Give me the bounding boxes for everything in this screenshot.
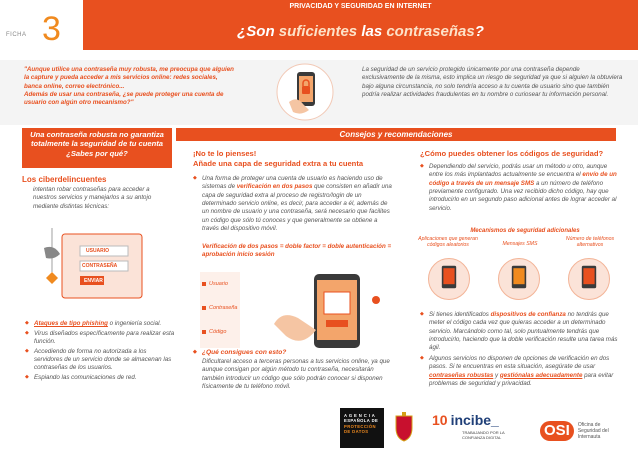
ficha-number: 3 xyxy=(42,10,61,48)
list-item-text: Accediendo de forma no autorizada a los servidores de un servicio donde se almacenan las contraseñas de los usuarios. xyxy=(34,348,172,372)
left-box-title: Una contraseña robusta no garantiza totalmente la seguridad de tu cuenta ¿Sabes por qué? xyxy=(30,130,164,158)
list-item-text: y xyxy=(493,371,500,379)
list-item xyxy=(420,355,620,388)
list-item xyxy=(25,330,175,346)
que-consigues-heading: ◆ ¿Qué consigues con esto? xyxy=(193,349,286,357)
osi-mark: OSI xyxy=(540,421,574,442)
contrasenas-robustas-link[interactable]: contraseñas robustas xyxy=(429,371,494,379)
osi-logo xyxy=(540,408,634,448)
right-heading: ¿Cómo puedes obtener los códigos de seguridad? xyxy=(420,149,604,158)
ficha-label: FICHA xyxy=(6,32,27,38)
illus-pass-label: CONTRASEÑA xyxy=(82,263,118,269)
step-label-codigo: Código xyxy=(209,329,227,335)
list-item xyxy=(420,311,620,353)
incibe-text: incibe_ xyxy=(450,412,499,428)
list-item-text: Dependiendo del servicio, podrás usar un método u otro, aunque entre los más implantados actualmente se encuentra el xyxy=(429,163,608,179)
mech-label-phones: Número de teléfonos alternativos xyxy=(565,236,615,249)
middle-heading: ¡No te lo pienses! Añade una capa de seguridad extra a tu cuenta xyxy=(193,149,364,168)
que-consigues-text: Dificultarel acceso a terceras personas a tus servicios online, ya que aunque consigan por algún método tu contraseña, necesitarán también introducir un código que sólo podrán conocer si disponen físicamente de tu teléfono móvil. xyxy=(202,358,390,391)
list-item-text: que consisten en añadir una capa de seguridad extra al proceso de registro/login de un determinado servicio online, es decir, para acceder a él, además de un nombre de usuario y una contraseña, será necesario que facilites un código que sólo tú conoces y que generalmente se obtiene a través del dispositivo móvil. xyxy=(202,183,392,233)
agencia-logo xyxy=(340,408,384,448)
list-item xyxy=(420,163,620,213)
middle-list xyxy=(193,175,393,234)
list-item-text: Si tienes identificados xyxy=(429,311,491,318)
title-part: suficientes xyxy=(278,23,358,40)
two-step-formula: Verificación de dos pasos = doble factor = doble autenticación = aprobación inicio sesión xyxy=(202,243,392,259)
intro-text: La seguridad de un servicio protegido únicamente por una contraseña depende exclusivamente de la misma, esto implica un riesgo de seguridad ya que si alguien la obtuviera bajo alguna circunstancia, no solo tendría acceso a tu cuenta de usuario sino que también podría realizar actividades fraudulentas en tu nombre o curiosear tu información personal. xyxy=(362,66,623,99)
agencia-line: PROTECCIÓN xyxy=(344,423,376,429)
list-item-text: Espiando las comunicaciones de red. xyxy=(34,374,137,382)
list-item-text: no tendrás que meter el código cada vez que quieras acceder a un determinado servicio. Marcándolo como tal, solo puntualmente tendrás que introducirlo, haciendo que la doble verificación resulte una tarea más ágil. xyxy=(429,311,618,352)
list-item xyxy=(25,348,175,372)
right-list xyxy=(420,163,620,213)
page-title xyxy=(83,17,638,47)
sms-phone-icon xyxy=(511,264,527,290)
step-label-usuario: Usuario xyxy=(209,281,228,287)
agencia-line: A G E N C I A xyxy=(344,413,376,418)
highlight-text: verificación en dos pasos xyxy=(236,183,313,191)
right-list-2 xyxy=(420,311,620,390)
title-part: ¿Son xyxy=(237,23,279,40)
gestionalas-link[interactable]: gestiónalas adecuadamente xyxy=(499,371,583,379)
phishing-link[interactable]: Ataques de tipo phishing xyxy=(34,320,108,327)
title-part: ? xyxy=(474,23,484,40)
consejos-title: Consejos y recomendaciones xyxy=(339,130,453,139)
alt-phone-icon xyxy=(581,264,597,290)
phone-icon xyxy=(441,264,457,290)
intro-quote: "Aunque utilice una contraseña muy robusta, me preocupa que alguien la capture y pueda acceder a mis servicios online: redes sociales, banca online, correo electrónico... Además de usar una contraseña, ¿se puede proteger una cuenta de usuario con algún otro mecanismo?" xyxy=(24,66,234,107)
lock-phone-icon xyxy=(275,62,335,122)
incibe-logo xyxy=(432,408,532,448)
coat-of-arms-icon xyxy=(393,412,415,442)
list-item xyxy=(25,320,175,328)
mechanisms-title: Mecanismos de seguridad adicionales xyxy=(470,228,580,234)
title-part: contraseñas xyxy=(386,23,475,40)
list-item-text: o ingeniería social. xyxy=(107,320,162,327)
osi-name: Oficina de Seguridad del Internauta xyxy=(577,422,609,440)
list-item xyxy=(25,374,175,382)
incibe-subtitle: TRABAJANDO POR LA CONFIANZA DIGITAL xyxy=(462,429,505,440)
highlight-text: envío de un código a través de un mensaje SMS xyxy=(429,171,617,187)
highlight-text: dispositivos de confianza xyxy=(490,311,566,318)
agencia-line: ESPAÑOLA DE xyxy=(344,418,379,424)
title-part: las xyxy=(357,23,387,40)
list-item-text: para evitar problemas de seguridad y privacidad. xyxy=(429,371,614,387)
left-technique-list xyxy=(25,320,175,384)
agencia-line: DE DATOS xyxy=(344,428,369,434)
mech-label-sms: Mensajes SMS xyxy=(502,241,538,247)
list-item xyxy=(193,175,393,234)
list-item-text: Virus diseñados específicamente para realizar esta función. xyxy=(34,330,175,346)
cyber-heading: Los ciberdelincuentes xyxy=(22,175,107,184)
list-item-text: Una forma de proteger una cuenta de usuario es haciendo uso de sistemas de xyxy=(202,175,383,191)
list-item-text: a un número de teléfono previamente configurado. Una vez recibido dicho código, hay que introducirlo en un segundo paso adicional antes de lograr acceder al servicio. xyxy=(429,179,617,212)
top-category-label: PRIVACIDAD Y SEGURIDAD EN INTERNET xyxy=(83,0,638,14)
mech-label-apps: Aplicaciones que generan códigos aleatorios xyxy=(418,236,478,249)
illus-user-label: USUARIO xyxy=(86,248,110,254)
illus-send-button: ENVIAR xyxy=(84,278,103,284)
step-label-contrasena: Contraseña xyxy=(209,305,238,311)
cyber-text: intentan robar contraseñas para acceder a nuestros servicios y manejarlos a su antojo mediante distintas técnicas: xyxy=(33,186,152,210)
incibe-mark-icon: 10 xyxy=(432,412,448,428)
list-item-text: Algunos servicios no disponen de opciones de verificación en dos pasos. Si te encuentras en esta situación, asegúrate de usar xyxy=(429,354,610,371)
